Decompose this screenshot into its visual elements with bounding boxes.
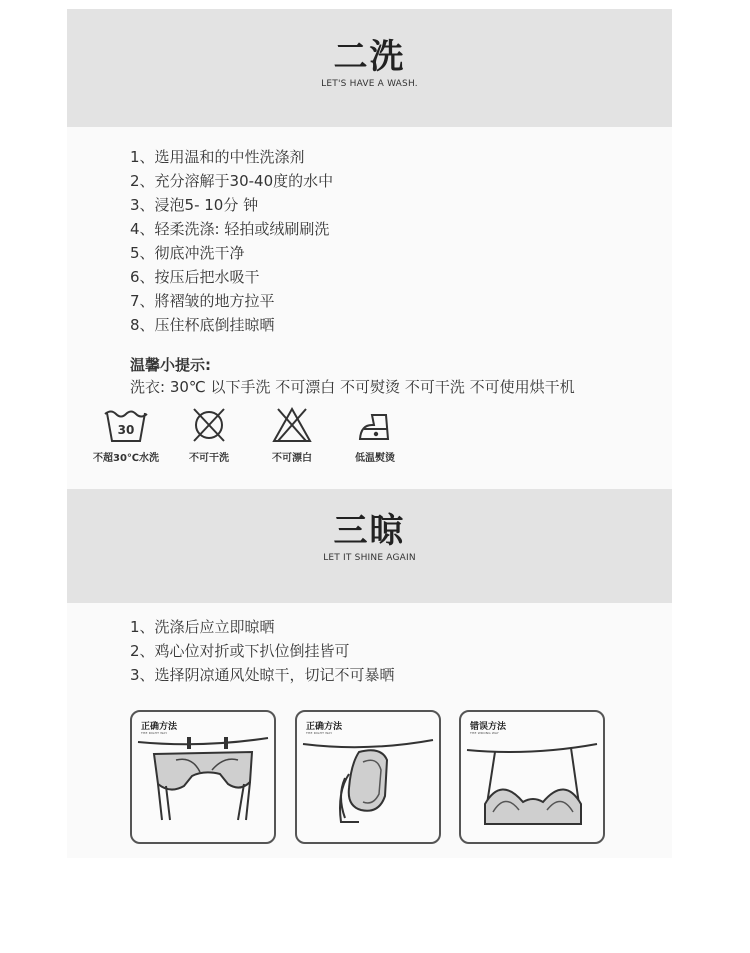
- bra-hung-by-straps-icon: [461, 712, 603, 842]
- care-no-bleach: [247, 405, 337, 464]
- low-temp-iron-icon: [352, 405, 398, 445]
- list-item: 1、洗涤后应立即晾晒: [130, 618, 275, 636]
- wash-section: [67, 9, 672, 489]
- care-label: 低温熨烫: [355, 453, 395, 464]
- list-item: 2、充分溶解于30-40度的水中: [130, 172, 334, 190]
- bra-folded-icon: [297, 712, 439, 842]
- no-dry-clean-icon: [186, 405, 232, 445]
- wash-temp-value: 30: [117, 423, 135, 437]
- list-item: 5、彻底冲洗干净: [130, 244, 245, 262]
- list-item: 6、按压后把水吸干: [130, 268, 260, 286]
- list-item: 2、鸡心位对折或下扒位倒挂皆可: [130, 642, 350, 660]
- care-label: 不超30℃水洗: [92, 453, 160, 464]
- panel-title: 正确方法: [306, 722, 343, 732]
- care-low-temp-iron: [330, 405, 420, 464]
- dry-header: [67, 489, 672, 603]
- tips-text: 洗衣: 30℃ 以下手洗 不可漂白 不可熨烫 不可干洗 不可使用烘干机: [130, 378, 575, 396]
- wash-30-icon: [103, 405, 149, 445]
- care-label: 不可干洗: [189, 453, 229, 464]
- list-item: 3、选择阴凉通风处晾干，切记不可暴晒: [130, 666, 395, 684]
- dry-subtitle: LET IT SHINE AGAIN: [323, 553, 416, 563]
- dry-title: 三晾: [333, 511, 406, 551]
- panel-subtitle: THE RIGHT WAY: [306, 731, 333, 735]
- list-item: 3、浸泡5- 10分 钟: [130, 196, 259, 214]
- wash-title: 二洗: [333, 37, 406, 77]
- list-item: 4、轻柔洗涤: 轻拍或绒刷刷洗: [130, 220, 330, 238]
- panel-title: 正确方法: [141, 722, 178, 732]
- panel-subtitle: THE RIGHT WAY: [141, 731, 168, 735]
- wash-subtitle: LET'S HAVE A WASH.: [321, 79, 418, 89]
- dry-section: [67, 489, 672, 858]
- wash-header: [67, 9, 672, 127]
- drying-panel-right-1: [130, 710, 276, 844]
- bra-hung-by-band-icon: [132, 712, 274, 842]
- care-no-dry-clean: [164, 405, 254, 464]
- dry-steps: [130, 615, 395, 687]
- drying-panel-wrong: [459, 710, 605, 844]
- panel-title: 错误方法: [470, 722, 507, 732]
- list-item: 8、压住杯底倒挂晾晒: [130, 316, 275, 334]
- list-item: 7、將褶皱的地方拉平: [130, 292, 275, 310]
- tips-title: 温馨小提示:: [130, 356, 211, 374]
- drying-panel-right-2: [295, 710, 441, 844]
- care-wash-30: [81, 405, 171, 464]
- list-item: 1、选用温和的中性洗涤剂: [130, 148, 305, 166]
- care-label: 不可漂白: [272, 453, 312, 464]
- panel-subtitle: THE WRONG WAY: [470, 731, 499, 735]
- no-bleach-icon: [269, 405, 315, 445]
- wash-steps: [130, 145, 333, 337]
